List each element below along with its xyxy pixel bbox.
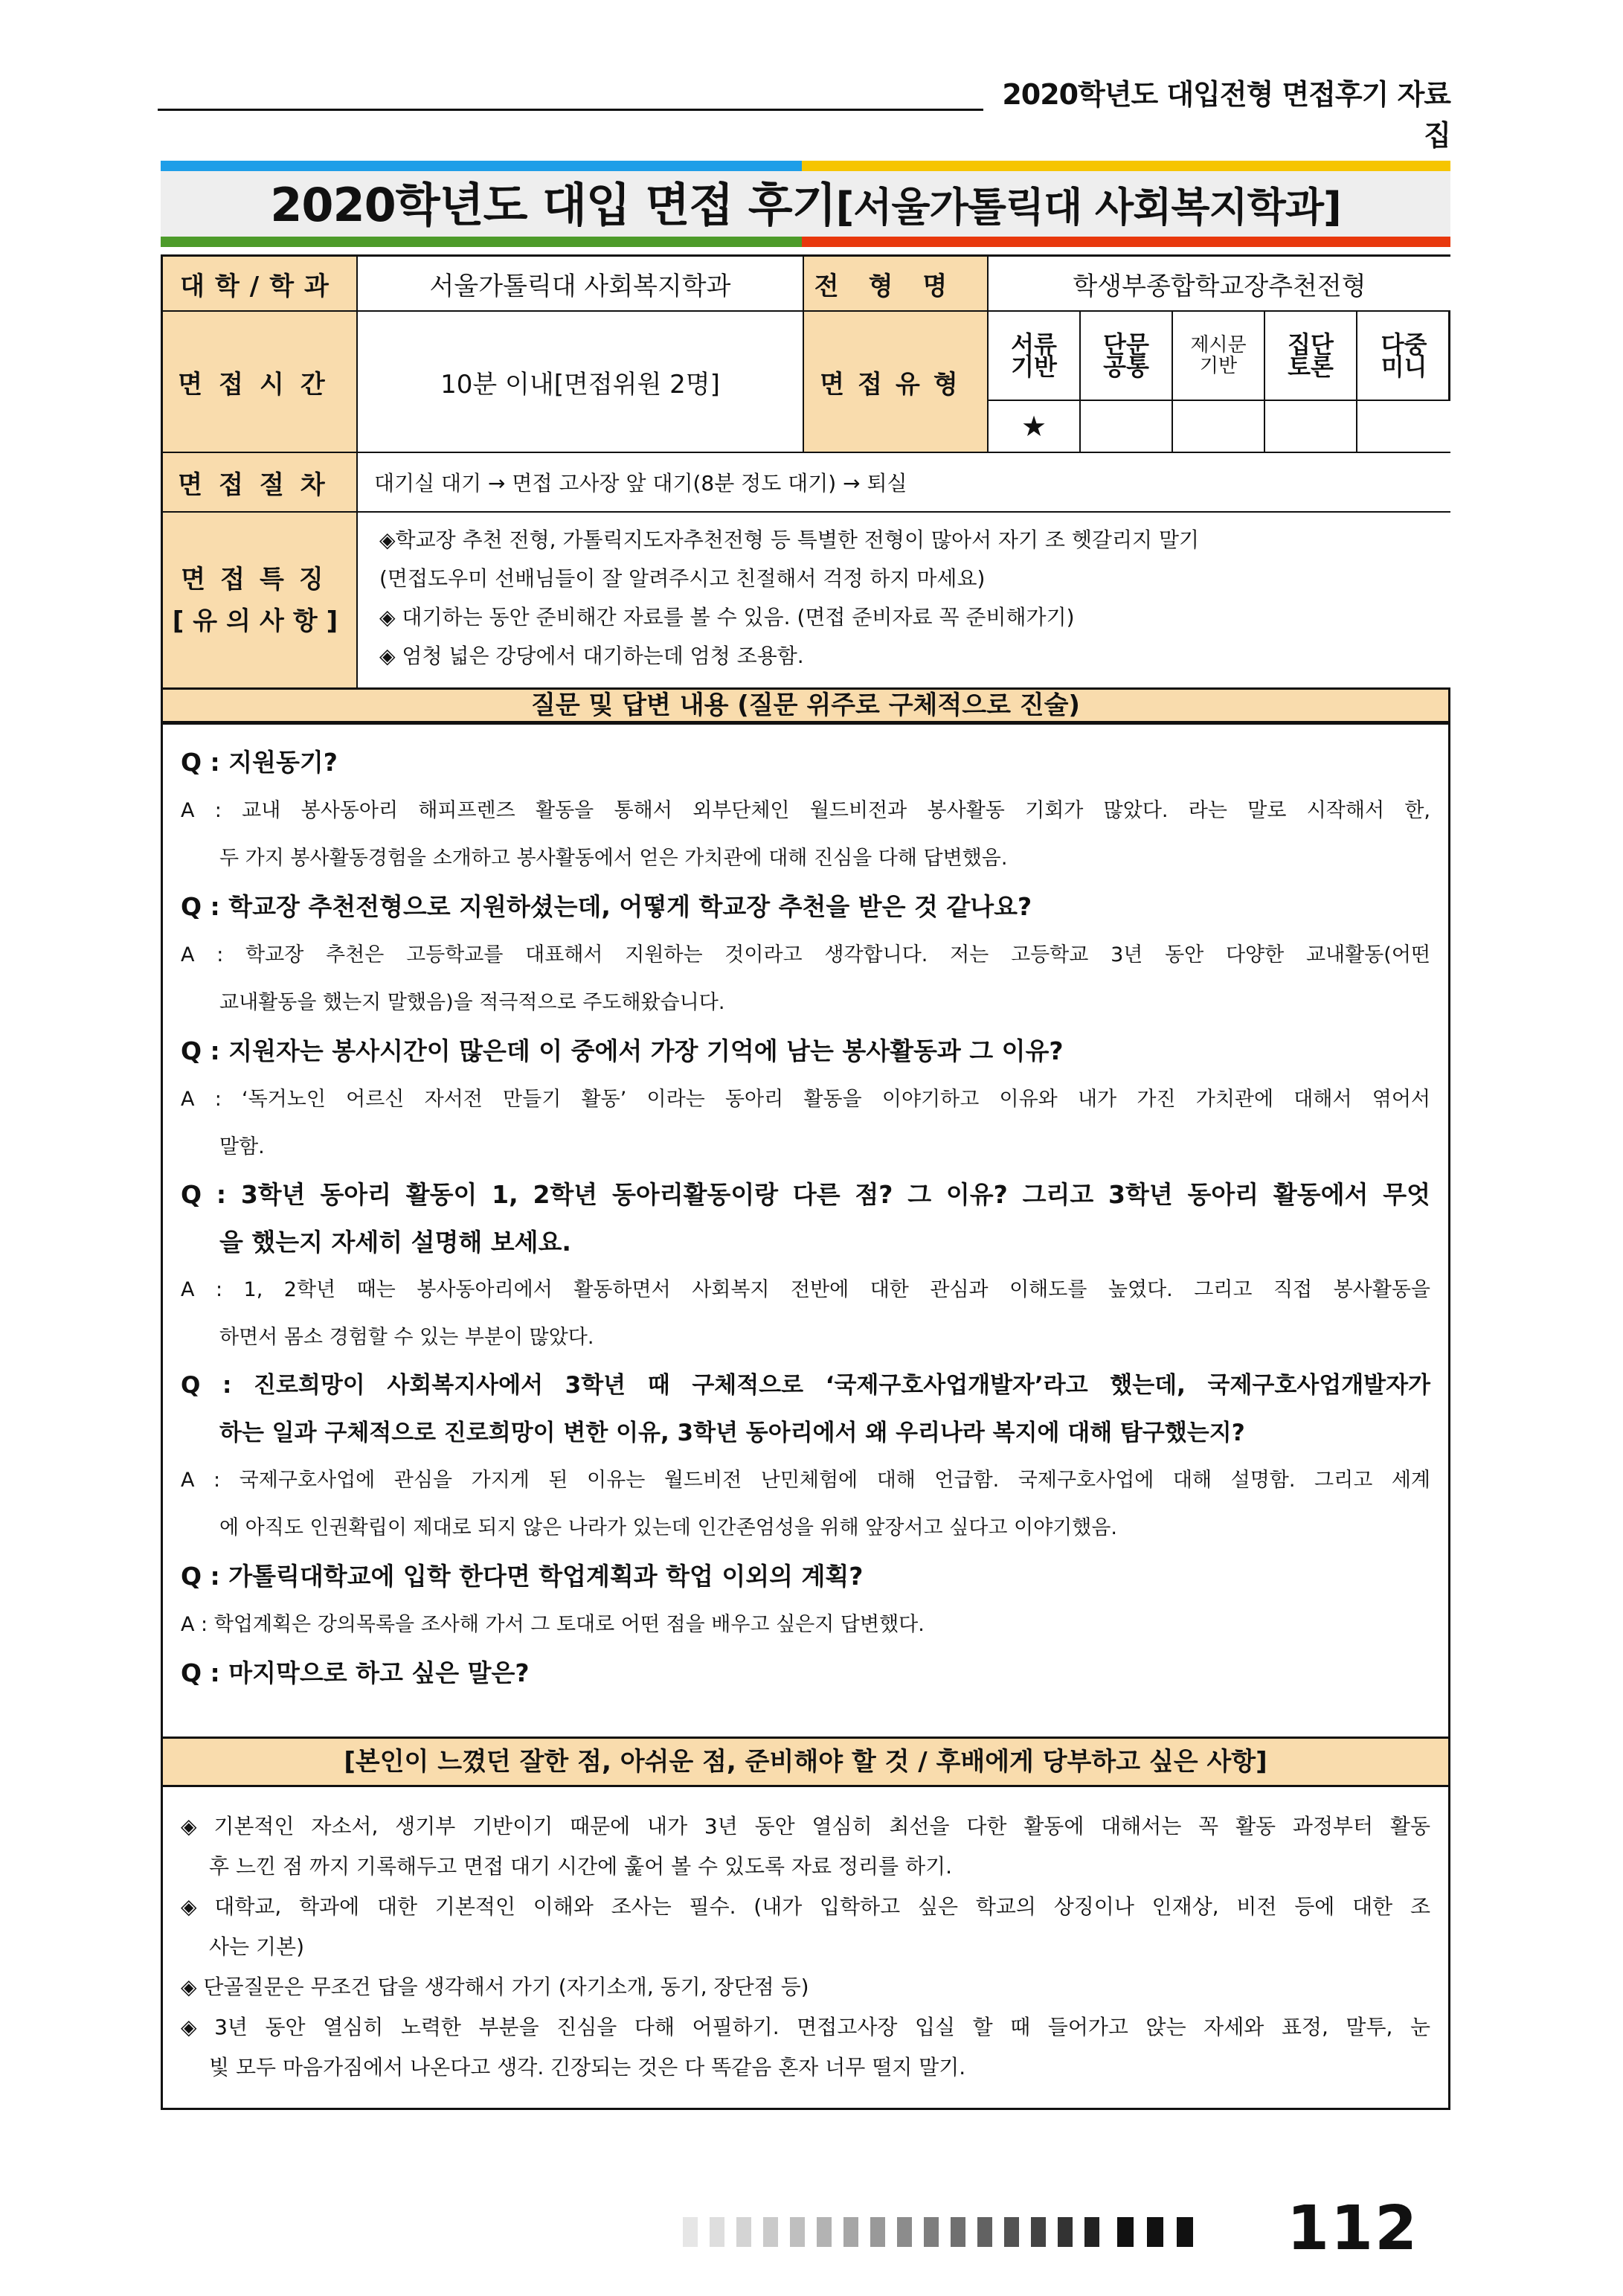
answer-line: A : 교내 봉사동아리 해피프렌즈 활동을 통해서 외부단체인 월드비전과 봉사활동 기회가 많았다. 라는 말로 시작해서 한, [181, 799, 1430, 822]
remark-line: ◈ 3년 동안 열심히 노력한 부분을 진심을 다해 어필하기. 면접고사장 입실 할 때 들어가고 앉는 자세와 표정, 말투, 눈 [181, 2015, 1430, 2039]
type-group-discussion [1265, 312, 1357, 401]
answer-line: 말함. [219, 1135, 265, 1158]
remark-line: 사는 기본) [209, 1934, 305, 1959]
type-document-text: 서류 기반 [1011, 330, 1057, 381]
title-main: 2020학년도 대입 면접 후기 [270, 178, 836, 232]
feature-item: ◈학교장 추천 전형, 가톨릭지도자추천전형 등 특별한 전형이 많아서 자기 조 헷갈리지 말기 [379, 527, 1200, 552]
answer [181, 1266, 1430, 1362]
header-title: 2020학년도 대입전형 면접후기 자료집 [1002, 78, 1450, 152]
type-short-common-mark [1081, 401, 1173, 453]
univ-label: 대학/학과 [163, 257, 358, 312]
header-rule [158, 109, 983, 111]
question-line: Q : 진로희망이 사회복지사에서 3학년 때 구체적으로 ‘국제구호사업개발자’라고 했는데, 국제구호사업개발자가 [181, 1372, 1430, 1399]
question: Q : 가톨릭대학교에 입학 한다면 학업계획과 학업 이외의 계획? [181, 1562, 864, 1591]
remark-line: 빛 모두 마음가짐에서 나온다고 생각. 긴장되는 것은 다 똑같음 혼자 너무 떨지 말기. [209, 2055, 966, 2079]
remark-item [181, 2007, 1430, 2088]
remark-item [181, 1887, 1430, 1967]
track-label: 전형명 [804, 257, 989, 312]
title-band-top [161, 161, 1450, 171]
remark-item [181, 1806, 1430, 1887]
proc-value: 대기실 대기 → 면접 고사장 앞 대기(8분 정도 대기) → 퇴실 [358, 453, 1450, 513]
time-value: 10분 이내[면접위원 2명] [358, 312, 804, 453]
type-group-discussion-text: 집단 토론 [1288, 330, 1334, 381]
remark-line: ◈ 기본적인 자소서, 생기부 기반이기 때문에 내가 3년 동안 열심히 최선을 다한 활동에 대해서는 꼭 활동 과정부터 활동 [181, 1814, 1430, 1838]
title-band-bottom [161, 237, 1450, 247]
question [181, 1171, 1430, 1266]
question: Q : 마지막으로 하고 싶은 말은? [181, 1658, 530, 1687]
feature-item: (면접도우미 선배님들이 잘 알려주시고 친절해서 걱정 하지 마세요) [379, 566, 986, 591]
type-document-mark: ★ [989, 401, 1081, 453]
answer [181, 1076, 1430, 1171]
proc-label: 면접절차 [163, 453, 358, 513]
answer-line: 두 가지 봉사활동경험을 소개하고 봉사활동에서 얻은 가치관에 대해 진심을 다해 답변했음. [219, 847, 1008, 870]
question [181, 1362, 1430, 1457]
title-sub: [서울가톨릭대 사회복지학과] [835, 184, 1341, 231]
type-short-common [1081, 312, 1173, 401]
remark-line: ◈ 대학교, 학과에 대한 기본적인 이해와 조사는 필수. (내가 입학하고 싶은 학교의 상징이나 인재상, 비전 등에 대한 조 [181, 1894, 1430, 1919]
answer-line: 교내활동을 했는지 말했음)을 적극적으로 주도해왔습니다. [219, 991, 725, 1014]
track-value: 학생부종합학교장추천전형 [989, 257, 1450, 312]
footer-bars [683, 2217, 1248, 2247]
remarks-section [161, 1787, 1450, 2110]
answer-line: 에 아직도 인권확립이 제대로 되지 않은 나라가 있는데 인간존엄성을 위해 앞장서고 싶다고 이야기했음. [219, 1516, 1118, 1539]
feature-item: ◈ 대기하는 동안 준비해간 자료를 볼 수 있음. (면접 준비자료 꼭 준비해가기) [379, 605, 1075, 629]
remark-line: ◈ 단골질문은 무조건 답을 생각해서 가기 (자기소개, 동기, 장단점 등) [181, 1975, 809, 1999]
remarks-heading: [본인이 느꼈던 잘한 점, 아쉬운 점, 준비해야 할 것 / 후배에게 당부하고 싶은 사항] [161, 1737, 1450, 1787]
feat-label [163, 513, 358, 690]
feat-label-line1: 면접특징 [181, 565, 338, 594]
question: Q : 지원자는 봉사시간이 많은데 이 중에서 가장 기억에 남는 봉사활동과 그 이유? [181, 1036, 1064, 1065]
remark-line: 후 느낀 점 까지 기록해두고 면접 대기 시간에 훑어 볼 수 있도록 자료 정리를 하기. [209, 1854, 953, 1879]
remark-item [181, 1967, 1430, 2007]
type-passage-text: 제시문 기반 [1190, 334, 1247, 377]
answer-line: A : 1, 2학년 때는 봉사동아리에서 활동하면서 사회복지 전반에 대한 관심과 이해도를 높였다. 그리고 직접 봉사활동을 [181, 1278, 1430, 1301]
answer [181, 1601, 1430, 1649]
type-label: 면접유형 [804, 312, 989, 453]
type-passage-mark [1173, 401, 1265, 453]
answer-line: 하면서 몸소 경험할 수 있는 부분이 많았다. [219, 1326, 594, 1349]
type-document [989, 312, 1081, 401]
features-list [357, 521, 1450, 676]
type-mmi [1357, 312, 1450, 401]
univ-value: 서울가톨릭대 사회복지학과 [358, 257, 804, 312]
qa-heading: 질문 및 답변 내용 (질문 위주로 구체적으로 진술) [161, 687, 1450, 723]
type-group-discussion-mark [1265, 401, 1357, 453]
answer-line: A : 학업계획은 강의목록을 조사해 가서 그 토대로 어떤 점을 배우고 싶은지 답변했다. [181, 1613, 925, 1636]
answer [181, 1457, 1430, 1552]
answer-line: A : 학교장 추천은 고등학교를 대표해서 지원하는 것이라고 생각합니다. 저는 고등학교 3년 동안 다양한 교내활동(어떤 [181, 943, 1430, 966]
feature-item: ◈ 엄청 넓은 강당에서 대기하는데 엄청 조용함. [379, 644, 804, 668]
page-title [161, 171, 1450, 240]
question-line: 을 했는지 자세히 설명해 보세요. [219, 1228, 571, 1257]
question-line: Q : 3학년 동아리 활동이 1, 2학년 동아리활동이랑 다른 점? 그 이유? 그리고 3학년 동아리 활동에서 무엇 [181, 1180, 1430, 1209]
type-short-common-text: 단문 공통 [1103, 330, 1149, 381]
answer-line: A : ‘독거노인 어르신 자서전 만들기 활동’ 이라는 동아리 활동을 이야기하고 이유와 내가 가진 가치관에 대해서 엮어서 [181, 1088, 1430, 1111]
question-line: 하는 일과 구체적으로 진로희망이 변한 이유, 3학년 동아리에서 왜 우리나라 복지에 대해 탐구했는지? [219, 1420, 1245, 1446]
feat-label-line2: [유의사항] [172, 606, 347, 636]
type-passage [1173, 312, 1265, 401]
answer [181, 931, 1430, 1027]
answer [181, 787, 1430, 882]
question: Q : 학교장 추천전형으로 지원하셨는데, 어떻게 학교장 추천을 받은 것 같나요? [181, 892, 1032, 921]
answer-line: A : 국제구호사업에 관심을 가지게 된 이유는 월드비전 난민체험에 대해 언급함. 국제구호사업에 대해 설명함. 그리고 세계 [181, 1469, 1430, 1492]
type-mmi-mark [1357, 401, 1450, 453]
question: Q : 지원동기? [181, 748, 338, 777]
page-number: 112 [1287, 2193, 1419, 2264]
type-mmi-text: 다중 미니 [1381, 330, 1427, 381]
qa-section [161, 723, 1450, 1742]
time-label: 면접시간 [163, 312, 358, 453]
